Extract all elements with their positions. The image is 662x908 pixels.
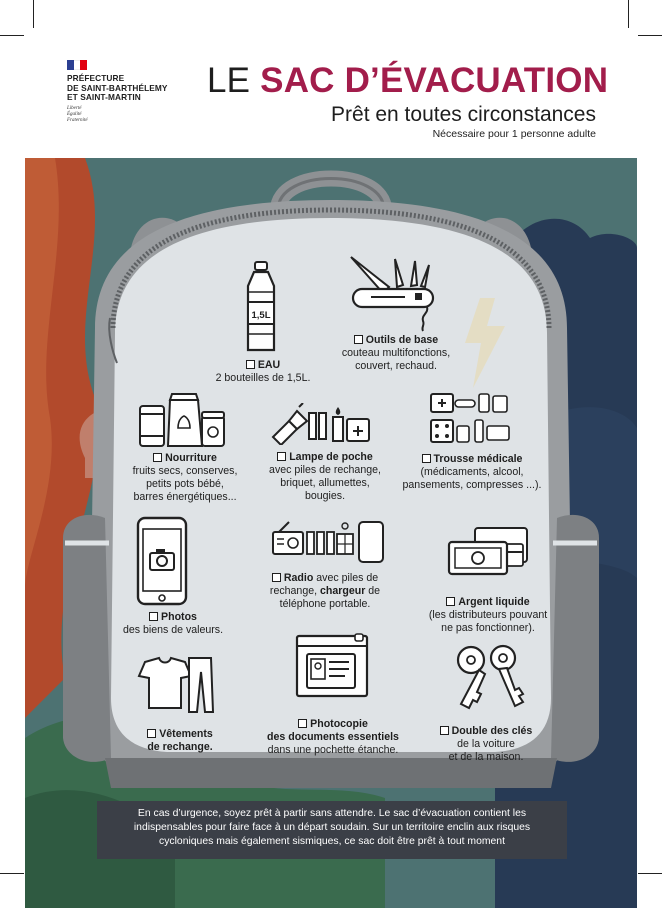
flashlight-icon: [269, 403, 373, 445]
page-title: LE SAC D’ÉVACUATION: [207, 61, 609, 100]
checkbox[interactable]: [246, 360, 255, 369]
item-nourriture: Nourriture fruits secs, conserves, petits pots bébé, barres énergétiques...: [132, 452, 238, 503]
checkbox[interactable]: [422, 454, 431, 463]
checkbox[interactable]: [298, 719, 307, 728]
item-outils: Outils de base couteau multifonctions, couvert, rechaud.: [341, 334, 451, 372]
item-photocopie: Photocopie des documents essentiels dans une pochette étanche.: [267, 718, 399, 756]
svg-text:1,5L: 1,5L: [251, 310, 271, 321]
item-trousse: Trousse médicale (médicaments, alcool, pansements, compresses ...).: [402, 453, 542, 491]
footer-message: En cas d’urgence, soyez prêt à partir sans attendre. Le sac d’évacuation contient les indispensables pour faire face à un départ soudain. Sur un territoire enclin aux risques cycloniques mais également sismiques, ce sac doit être prêt à tout moment: [97, 801, 567, 859]
crop-mark: [33, 0, 34, 28]
prefecture-logo: [67, 60, 187, 124]
radio-phone-icon: [269, 520, 389, 566]
medical-kit-icon: [427, 390, 513, 448]
checkbox[interactable]: [446, 597, 455, 606]
item-photos: Photos des biens de valeurs.: [122, 611, 224, 636]
checkbox[interactable]: [440, 726, 449, 735]
crop-mark: [638, 873, 662, 874]
keys-icon: [453, 644, 529, 712]
smartphone-photo-icon: [135, 515, 189, 607]
quantity-note: Nécessaire pour 1 personne adulte: [432, 128, 596, 140]
food-cans-icon: [138, 390, 226, 452]
prefecture-name: PRÉFECTURE DE SAINT-BARTHÉLEMY ET SAINT-MARTIN: [67, 73, 168, 102]
multitool-knife-icon: [343, 251, 439, 333]
checkbox[interactable]: [272, 573, 281, 582]
checkbox[interactable]: [277, 452, 286, 461]
cash-money-icon: [445, 524, 531, 580]
document-id-icon: [295, 632, 369, 698]
item-radio: Radio avec piles de rechange, chargeur de téléphone portable.: [269, 572, 381, 610]
checkbox[interactable]: [149, 612, 158, 621]
item-vetements: Vêtements de rechange.: [147, 728, 213, 753]
water-bottle-icon: [242, 260, 280, 356]
checkbox[interactable]: [147, 729, 156, 738]
page-subtitle: Prêt en toutes circonstances: [331, 103, 596, 126]
item-argent: Argent liquide (les distributeurs pouvant ne pas fonctionner).: [428, 596, 548, 634]
item-eau: EAU 2 bouteilles de 1,5L.: [215, 359, 311, 384]
french-flag-icon: [67, 60, 87, 70]
checkbox[interactable]: [153, 453, 162, 462]
backpack-illustration: [25, 158, 637, 908]
clothes-icon: [135, 654, 215, 716]
item-lampe: Lampe de poche avec piles de rechange, briquet, allumettes, bougies.: [269, 451, 381, 502]
crop-mark: [638, 35, 662, 36]
republic-motto: Liberté Égalité Fraternité: [67, 105, 88, 123]
item-cles: Double des clés de la voiture et de la maison.: [423, 725, 549, 764]
crop-mark: [628, 0, 629, 28]
checkbox[interactable]: [354, 335, 363, 344]
crop-mark: [0, 35, 24, 36]
crop-mark: [0, 873, 24, 874]
